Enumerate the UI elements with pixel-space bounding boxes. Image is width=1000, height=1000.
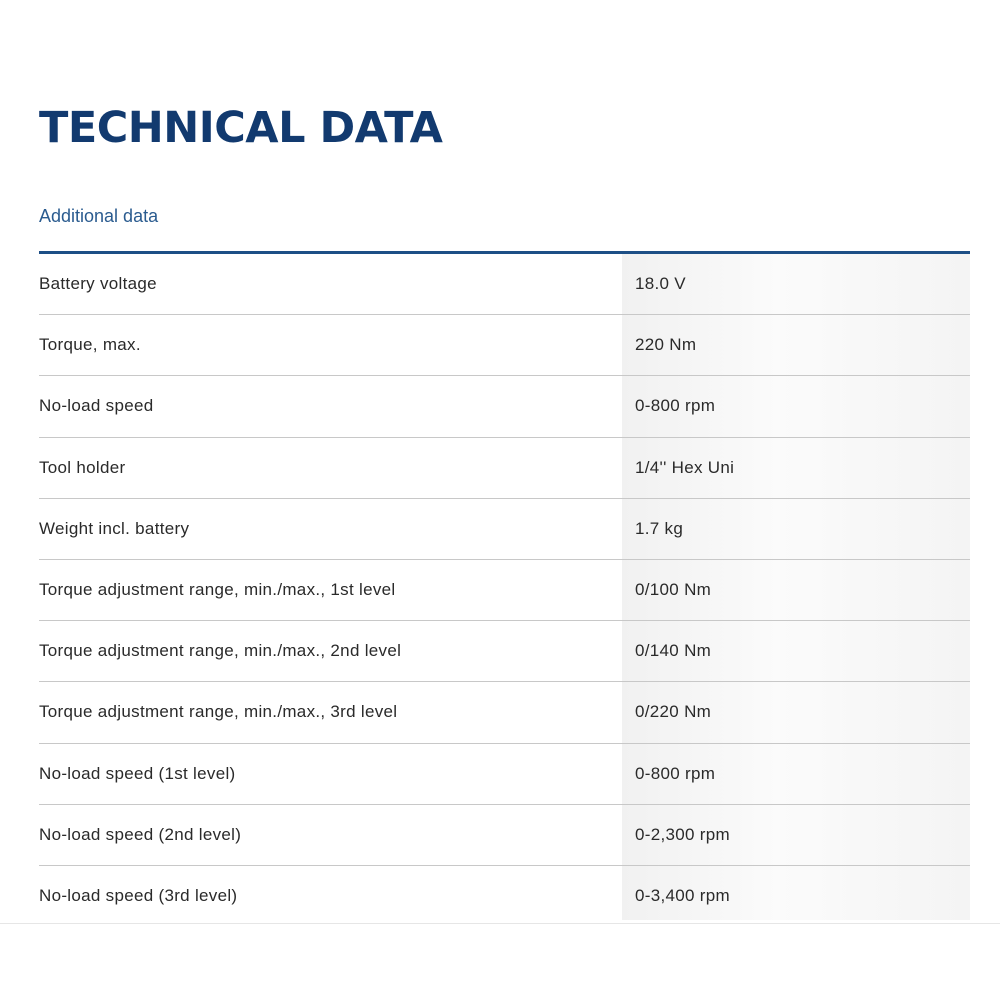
- table-row: [39, 866, 970, 926]
- table-row: [39, 315, 970, 376]
- table-row: [39, 744, 970, 805]
- spec-value: 0/100 Nm: [635, 580, 712, 600]
- spec-value: 0-800 rpm: [635, 396, 716, 416]
- table-row: [39, 560, 970, 621]
- spec-label: Torque adjustment range, min./max., 1st level: [39, 580, 396, 600]
- spec-label: Battery voltage: [39, 274, 157, 294]
- spec-value: 220 Nm: [635, 335, 697, 355]
- section-label-additional-data: Additional data: [39, 206, 159, 226]
- page-title: TECHNICAL DATA: [39, 103, 443, 153]
- spec-value: 1/4'' Hex Uni: [635, 457, 735, 477]
- spec-label: Torque adjustment range, min./max., 3rd level: [39, 702, 398, 722]
- spec-value: 1.7 kg: [635, 518, 684, 538]
- spec-label: No-load speed (2nd level): [39, 824, 242, 844]
- spec-label: Torque adjustment range, min./max., 2nd level: [39, 641, 402, 661]
- spec-value: 18.0 V: [635, 274, 686, 294]
- spec-label: No-load speed (3rd level): [39, 885, 238, 905]
- spec-label: No-load speed: [39, 396, 154, 416]
- spec-value: 0-2,300 rpm: [635, 824, 730, 844]
- table-row: [39, 254, 970, 315]
- spec-label: Torque, max.: [39, 335, 141, 355]
- spec-label: Weight incl. battery: [39, 518, 190, 538]
- spec-label: Tool holder: [39, 457, 126, 477]
- table-row: [39, 376, 970, 437]
- spec-label: No-load speed (1st level): [39, 763, 236, 783]
- spec-value: 0-3,400 rpm: [635, 885, 730, 905]
- table-row: [39, 682, 970, 743]
- spec-table: [39, 251, 970, 926]
- table-row: [39, 805, 970, 866]
- table-row: [39, 621, 970, 682]
- spec-value: 0/220 Nm: [635, 702, 712, 722]
- table-row: [39, 499, 970, 560]
- spec-value: 0/140 Nm: [635, 641, 712, 661]
- spec-value: 0-800 rpm: [635, 763, 716, 783]
- table-row: [39, 438, 970, 499]
